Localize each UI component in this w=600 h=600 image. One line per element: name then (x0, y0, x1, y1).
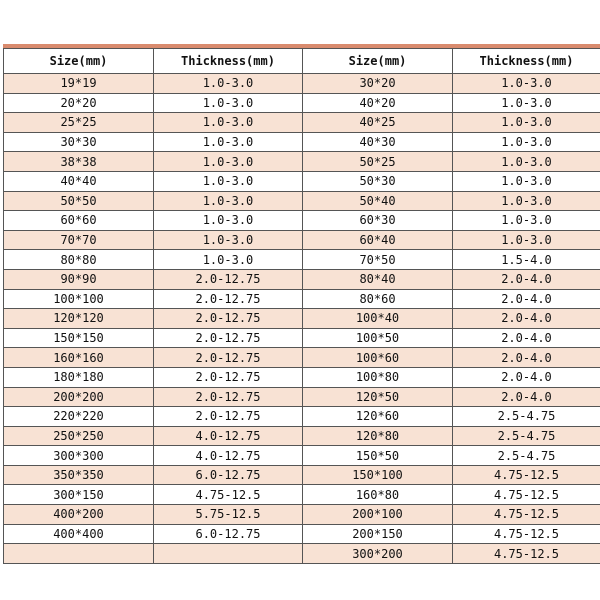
table-row (4, 309, 600, 329)
cell-size-left: 60*60 (4, 211, 154, 231)
cell-size-left: 160*160 (4, 348, 154, 368)
cell-size-left: 250*250 (4, 426, 154, 446)
table-row (4, 74, 600, 94)
cell-thickness-right: 2.5-4.75 (453, 446, 600, 466)
cell-thickness-right: 1.0-3.0 (453, 132, 600, 152)
cell-size-right: 30*20 (303, 74, 453, 94)
cell-thickness-left: 6.0-12.75 (154, 524, 303, 544)
table-row (4, 544, 600, 564)
header-size-right: Size(mm) (303, 49, 453, 74)
cell-thickness-left: 2.0-12.75 (154, 309, 303, 329)
cell-size-right: 80*60 (303, 289, 453, 309)
cell-size-left: 350*350 (4, 465, 154, 485)
cell-size-left: 400*400 (4, 524, 154, 544)
cell-size-right: 100*50 (303, 328, 453, 348)
cell-size-right: 300*200 (303, 544, 453, 564)
cell-thickness-left: 4.75-12.5 (154, 485, 303, 505)
cell-thickness-right: 1.0-3.0 (453, 191, 600, 211)
table-row (4, 348, 600, 368)
table-body (4, 74, 600, 564)
cell-size-right: 200*150 (303, 524, 453, 544)
cell-size-left: 180*180 (4, 367, 154, 387)
cell-thickness-left: 2.0-12.75 (154, 289, 303, 309)
table-row (4, 289, 600, 309)
cell-thickness-right: 4.75-12.5 (453, 485, 600, 505)
cell-size-left: 100*100 (4, 289, 154, 309)
cell-thickness-right: 4.75-12.5 (453, 544, 600, 564)
cell-size-left (4, 544, 154, 564)
table-row (4, 230, 600, 250)
cell-thickness-right: 2.0-4.0 (453, 328, 600, 348)
cell-thickness-left: 1.0-3.0 (154, 230, 303, 250)
cell-size-right: 50*40 (303, 191, 453, 211)
cell-thickness-right: 1.0-3.0 (453, 74, 600, 94)
cell-thickness-right: 2.5-4.75 (453, 407, 600, 427)
cell-size-right: 200*100 (303, 505, 453, 525)
table-row (4, 269, 600, 289)
cell-thickness-left: 2.0-12.75 (154, 348, 303, 368)
cell-thickness-right: 2.0-4.0 (453, 309, 600, 329)
cell-thickness-left: 4.0-12.75 (154, 426, 303, 446)
cell-thickness-right: 2.0-4.0 (453, 269, 600, 289)
table-row (4, 93, 600, 113)
cell-thickness-right: 2.0-4.0 (453, 348, 600, 368)
cell-thickness-left: 1.0-3.0 (154, 211, 303, 231)
cell-size-right: 60*40 (303, 230, 453, 250)
table-header-row (4, 49, 600, 74)
cell-size-left: 50*50 (4, 191, 154, 211)
cell-thickness-left: 4.0-12.75 (154, 446, 303, 466)
cell-size-left: 300*300 (4, 446, 154, 466)
cell-size-left: 70*70 (4, 230, 154, 250)
header-thickness-right: Thickness(mm) (453, 49, 600, 74)
cell-size-left: 120*120 (4, 309, 154, 329)
table-row (4, 426, 600, 446)
cell-thickness-right: 1.0-3.0 (453, 211, 600, 231)
cell-thickness-right: 4.75-12.5 (453, 465, 600, 485)
table-row (4, 407, 600, 427)
cell-size-right: 50*30 (303, 171, 453, 191)
cell-thickness-left: 1.0-3.0 (154, 152, 303, 172)
cell-thickness-left: 2.0-12.75 (154, 367, 303, 387)
cell-size-left: 90*90 (4, 269, 154, 289)
cell-size-left: 30*30 (4, 132, 154, 152)
cell-size-left: 20*20 (4, 93, 154, 113)
cell-size-right: 120*60 (303, 407, 453, 427)
cell-thickness-right: 1.0-3.0 (453, 230, 600, 250)
cell-size-left: 40*40 (4, 171, 154, 191)
cell-size-left: 80*80 (4, 250, 154, 270)
table-row (4, 113, 600, 133)
cell-thickness-right: 2.5-4.75 (453, 426, 600, 446)
table-row (4, 250, 600, 270)
cell-size-right: 100*40 (303, 309, 453, 329)
table-row (4, 505, 600, 525)
cell-size-right: 80*40 (303, 269, 453, 289)
cell-size-right: 150*50 (303, 446, 453, 466)
cell-thickness-right: 1.0-3.0 (453, 152, 600, 172)
cell-size-right: 120*50 (303, 387, 453, 407)
table-row (4, 152, 600, 172)
cell-size-left: 400*200 (4, 505, 154, 525)
cell-size-right: 40*20 (303, 93, 453, 113)
cell-size-right: 60*30 (303, 211, 453, 231)
cell-thickness-left: 1.0-3.0 (154, 191, 303, 211)
cell-thickness-left: 2.0-12.75 (154, 328, 303, 348)
table-row (4, 367, 600, 387)
table-row (4, 328, 600, 348)
cell-size-left: 300*150 (4, 485, 154, 505)
table-row (4, 446, 600, 466)
cell-thickness-left: 1.0-3.0 (154, 93, 303, 113)
table-row (4, 387, 600, 407)
cell-size-right: 100*60 (303, 348, 453, 368)
cell-size-right: 70*50 (303, 250, 453, 270)
table-row (4, 191, 600, 211)
cell-size-left: 38*38 (4, 152, 154, 172)
cell-thickness-left: 2.0-12.75 (154, 269, 303, 289)
header-thickness-left: Thickness(mm) (154, 49, 303, 74)
cell-size-left: 150*150 (4, 328, 154, 348)
cell-size-right: 40*25 (303, 113, 453, 133)
cell-size-right: 100*80 (303, 367, 453, 387)
size-thickness-table-container (3, 44, 600, 564)
cell-thickness-left: 5.75-12.5 (154, 505, 303, 525)
cell-size-left: 25*25 (4, 113, 154, 133)
cell-size-left: 220*220 (4, 407, 154, 427)
table-row (4, 485, 600, 505)
cell-thickness-right: 1.0-3.0 (453, 171, 600, 191)
cell-size-right: 150*100 (303, 465, 453, 485)
cell-thickness-right: 4.75-12.5 (453, 505, 600, 525)
cell-size-right: 160*80 (303, 485, 453, 505)
cell-size-right: 50*25 (303, 152, 453, 172)
cell-size-right: 120*80 (303, 426, 453, 446)
cell-thickness-left: 1.0-3.0 (154, 171, 303, 191)
cell-thickness-right: 1.5-4.0 (453, 250, 600, 270)
cell-thickness-right: 4.75-12.5 (453, 524, 600, 544)
cell-thickness-left: 6.0-12.75 (154, 465, 303, 485)
cell-thickness-right: 2.0-4.0 (453, 289, 600, 309)
size-thickness-table (3, 48, 600, 564)
cell-thickness-right: 1.0-3.0 (453, 113, 600, 133)
cell-size-right: 40*30 (303, 132, 453, 152)
cell-thickness-left: 1.0-3.0 (154, 132, 303, 152)
cell-thickness-left: 1.0-3.0 (154, 250, 303, 270)
header-size-left: Size(mm) (4, 49, 154, 74)
cell-thickness-left: 2.0-12.75 (154, 387, 303, 407)
cell-size-left: 19*19 (4, 74, 154, 94)
table-row (4, 465, 600, 485)
cell-size-left: 200*200 (4, 387, 154, 407)
cell-thickness-right: 1.0-3.0 (453, 93, 600, 113)
cell-thickness-left: 1.0-3.0 (154, 74, 303, 94)
cell-thickness-left (154, 544, 303, 564)
cell-thickness-right: 2.0-4.0 (453, 367, 600, 387)
cell-thickness-left: 1.0-3.0 (154, 113, 303, 133)
cell-thickness-left: 2.0-12.75 (154, 407, 303, 427)
table-row (4, 524, 600, 544)
table-row (4, 171, 600, 191)
cell-thickness-right: 2.0-4.0 (453, 387, 600, 407)
table-row (4, 211, 600, 231)
table-row (4, 132, 600, 152)
